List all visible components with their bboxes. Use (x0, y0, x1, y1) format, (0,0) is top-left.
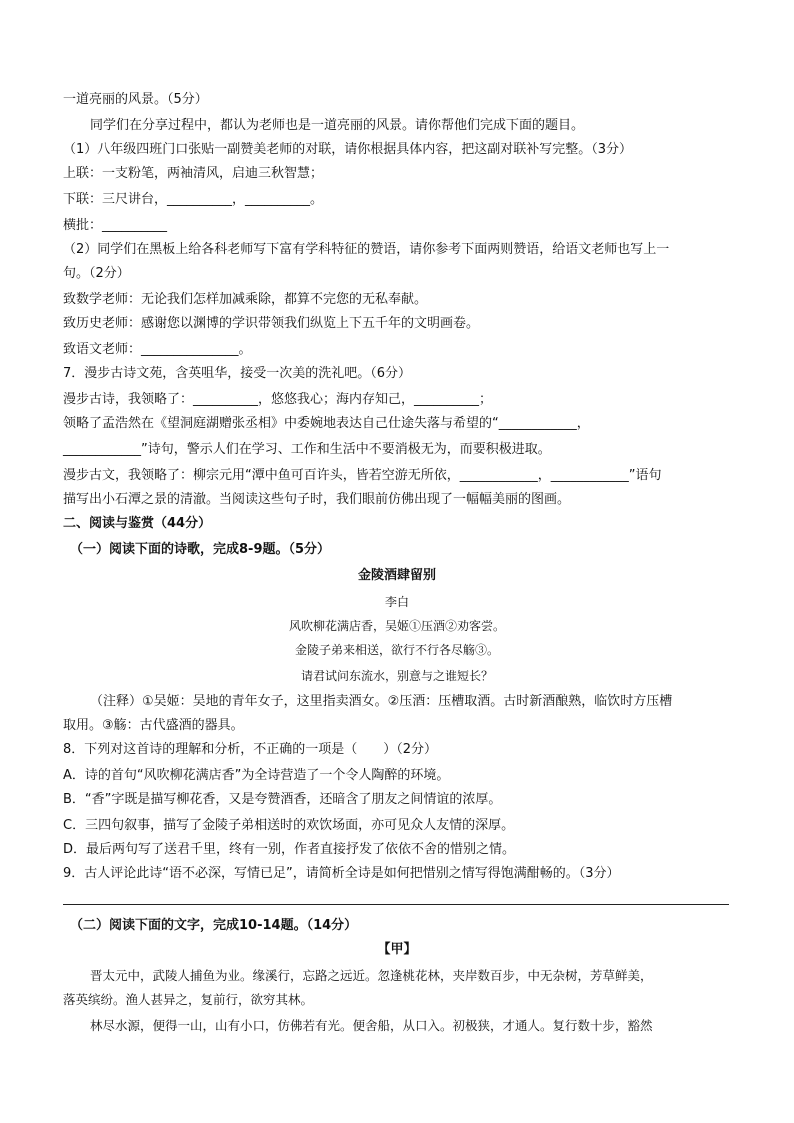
section-divider (63, 904, 729, 905)
q7-line5: 描写出小石潭之景的清澈。当阅读这些句子时，我们眼前仿佛出现了一幅幅美丽的图画。 (63, 492, 571, 507)
poem-line: 金陵子弟来相送，欲行不行各尽觞③。 (294, 643, 499, 657)
praise-history: 致历史老师：感谢您以渊博的学识带领我们纵览上下五千年的文明画卷。 (63, 316, 480, 331)
couplet-lower: 下联：三尺讲台，__________，__________。 (63, 192, 324, 207)
passage-label: 【甲】 (377, 942, 417, 957)
poem-author: 李白 (384, 595, 409, 609)
passage-line: 林尽水源，便得一山，山有小口，仿佛若有光。便舍船，从口入。初极狭，才通人。复行数十步，豁然 (90, 1018, 653, 1033)
notes-line2: 取用。③觞：古代盛酒的器具。 (63, 718, 244, 733)
q6-part2-line2: 句。（2分） (63, 266, 130, 281)
poem-line: 请君试问东流水，别意与之谁短长？ (300, 669, 493, 683)
notes-line1: （注释）①吴姬：吴地的青年女子，这里指卖酒女。②压酒：压槽取酒。古时新酒酿熟，临饮时方压槽 (90, 694, 673, 709)
q6-tail: 一道亮丽的风景。（5分） (63, 92, 208, 107)
q8-option-c: C．三四句叙事，描写了金陵子弟相送时的欢饮场面，亦可见众人友情的深厚。 (63, 818, 515, 833)
couplet-horizontal: 横批：__________ (63, 218, 168, 233)
q7-line1: 漫步古诗，我领略了：__________，悠悠我心；海内存知己，__________； (63, 392, 493, 407)
passage-line: 晋太元中，武陵人捕鱼为业。缘溪行，忘路之远近。忽逢桃花林，夹岸数百步，中无杂树，芳草鲜美， (90, 968, 653, 983)
q9-title: 9．古人评论此诗“语不必深，写情已足”，请简析全诗是如何把惜别之情写得饱满酣畅的。（3分） (63, 866, 620, 881)
sub2-title: （二）阅读下面的文字，完成10-14题。（14分） (70, 918, 358, 933)
q8-option-d: D．最后两句写了送君千里，终有一别，作者直接抒发了依依不舍的惜别之情。 (63, 842, 516, 857)
praise-chinese: 致语文老师：_______________。 (63, 342, 252, 357)
q8-option-a: A．诗的首句“风吹柳花满店香”为全诗营造了一个令人陶醉的环境。 (63, 768, 450, 783)
q7-line3: ____________”诗句，警示人们在学习、工作和生活中不要消极无为，而要积极进取。 (63, 442, 551, 457)
q7-line4: 漫步古文，我领略了：柳宗元用“潭中鱼可百许头，皆若空游无所依，____________，____________”语句 (63, 468, 662, 483)
q6-part1: （1）八年级四班门口张贴一副赞美老师的对联，请你根据具体内容，把这副对联补写完整。（3分） (63, 142, 633, 157)
praise-math: 致数学老师：无论我们怎样加减乘除，都算不完您的无私奉献。 (63, 292, 428, 307)
couplet-upper: 上联：一支粉笔，两袖清风，启迪三秋智慧； (63, 166, 324, 181)
q8-option-b: B．“香”字既是描写柳花香，又是夸赞酒香，还暗含了朋友之间情谊的浓厚。 (63, 792, 502, 807)
section2-title: 二、阅读与鉴赏（44分） (63, 516, 212, 531)
q8-title: 8．下列对这首诗的理解和分析，不正确的一项是（ ）（2分） (63, 742, 438, 757)
q7-line2: 领略了孟浩然在《望洞庭湖赠张丞相》中委婉地表达自己仕途失落与希望的“____________， (63, 416, 590, 431)
q7-title: 7．漫步古诗文苑，含英咀华，接受一次美的洗礼吧。（6分） (63, 366, 412, 381)
poem-title: 金陵酒肆留别 (357, 568, 436, 583)
sub1-title: （一）阅读下面的诗歌，完成8-9题。（5分） (70, 542, 331, 557)
q6-part2-line1: （2）同学们在黑板上给各科老师写下富有学科特征的赞语，请你参考下面两则赞语，给语文老师也写上一 (63, 242, 670, 257)
passage-line: 落英缤纷。渔人甚异之，复前行，欲穷其林。 (63, 992, 314, 1007)
q6-intro: 同学们在分享过程中，都认为老师也是一道亮丽的风景。请你帮他们完成下面的题目。 (90, 118, 585, 133)
poem-line: 风吹柳花满店香，吴姬①压酒②劝客尝。 (288, 619, 505, 633)
